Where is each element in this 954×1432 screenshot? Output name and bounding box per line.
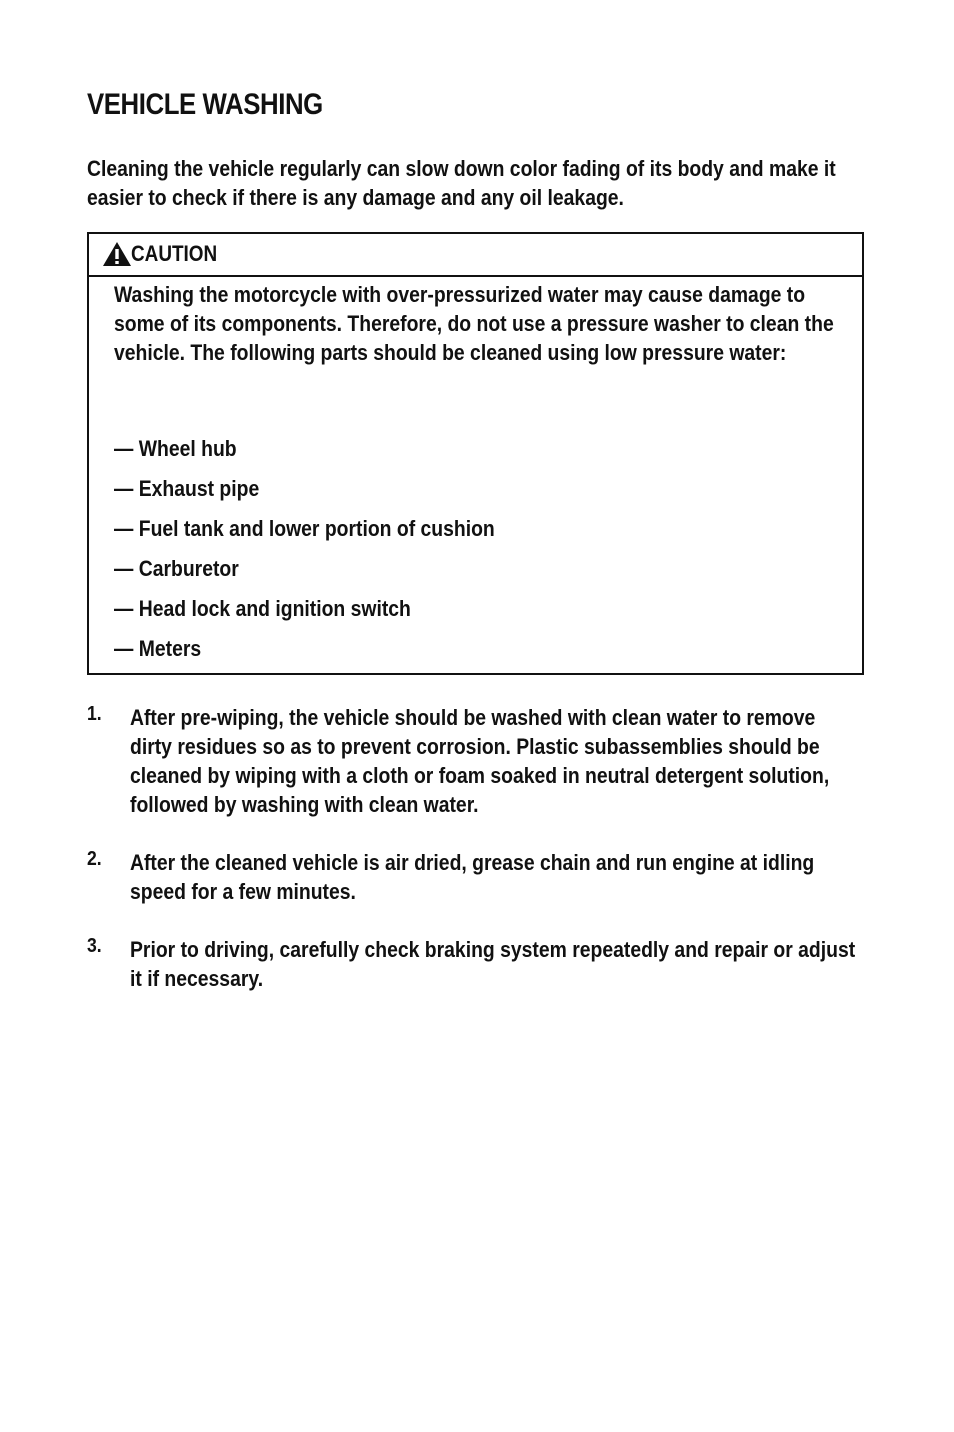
parts-list [114,434,495,674]
list-item: — Fuel tank and lower portion of cushion [114,516,495,541]
list-item: — Exhaust pipe [114,476,260,501]
intro-paragraph: Cleaning the vehicle regularly can slow down color fading of its body and make it easier to check if there is any damage and any oil leakage. [87,156,836,210]
list-item: — Meters [114,636,202,661]
step-number: 3. [87,935,102,957]
step-text: After pre-wiping, the vehicle should be washed with clean water to remove dirty residues so as to prevent corrosion. Plastic subassemblies should be cleaned by wiping with a cloth or foam soaked in neutral detergent solution, followed by washing with clean water. [130,705,830,817]
caution-header [89,234,862,277]
caution-box [87,232,864,675]
caution-label: CAUTION [131,241,218,266]
list-item: — Head lock and ignition switch [114,596,411,621]
caution-text: Washing the motorcycle with over-pressurized water may cause damage to some of its components. Therefore, do not use a pressure washer to clean the vehicle. The following parts should be cleaned using low pressure water: [114,282,834,365]
page-title: VEHICLE WASHING [87,88,323,121]
step-text: Prior to driving, carefully check braking system repeatedly and repair or adjust it if necessary. [130,937,856,991]
list-item: — Carburetor [114,556,239,581]
list-item: — Wheel hub [114,436,237,461]
warning-triangle-icon [102,241,132,267]
step-number: 2. [87,848,102,870]
step-text: After the cleaned vehicle is air dried, grease chain and run engine at idling speed for a few minutes. [130,850,815,904]
step-number: 1. [87,703,102,725]
